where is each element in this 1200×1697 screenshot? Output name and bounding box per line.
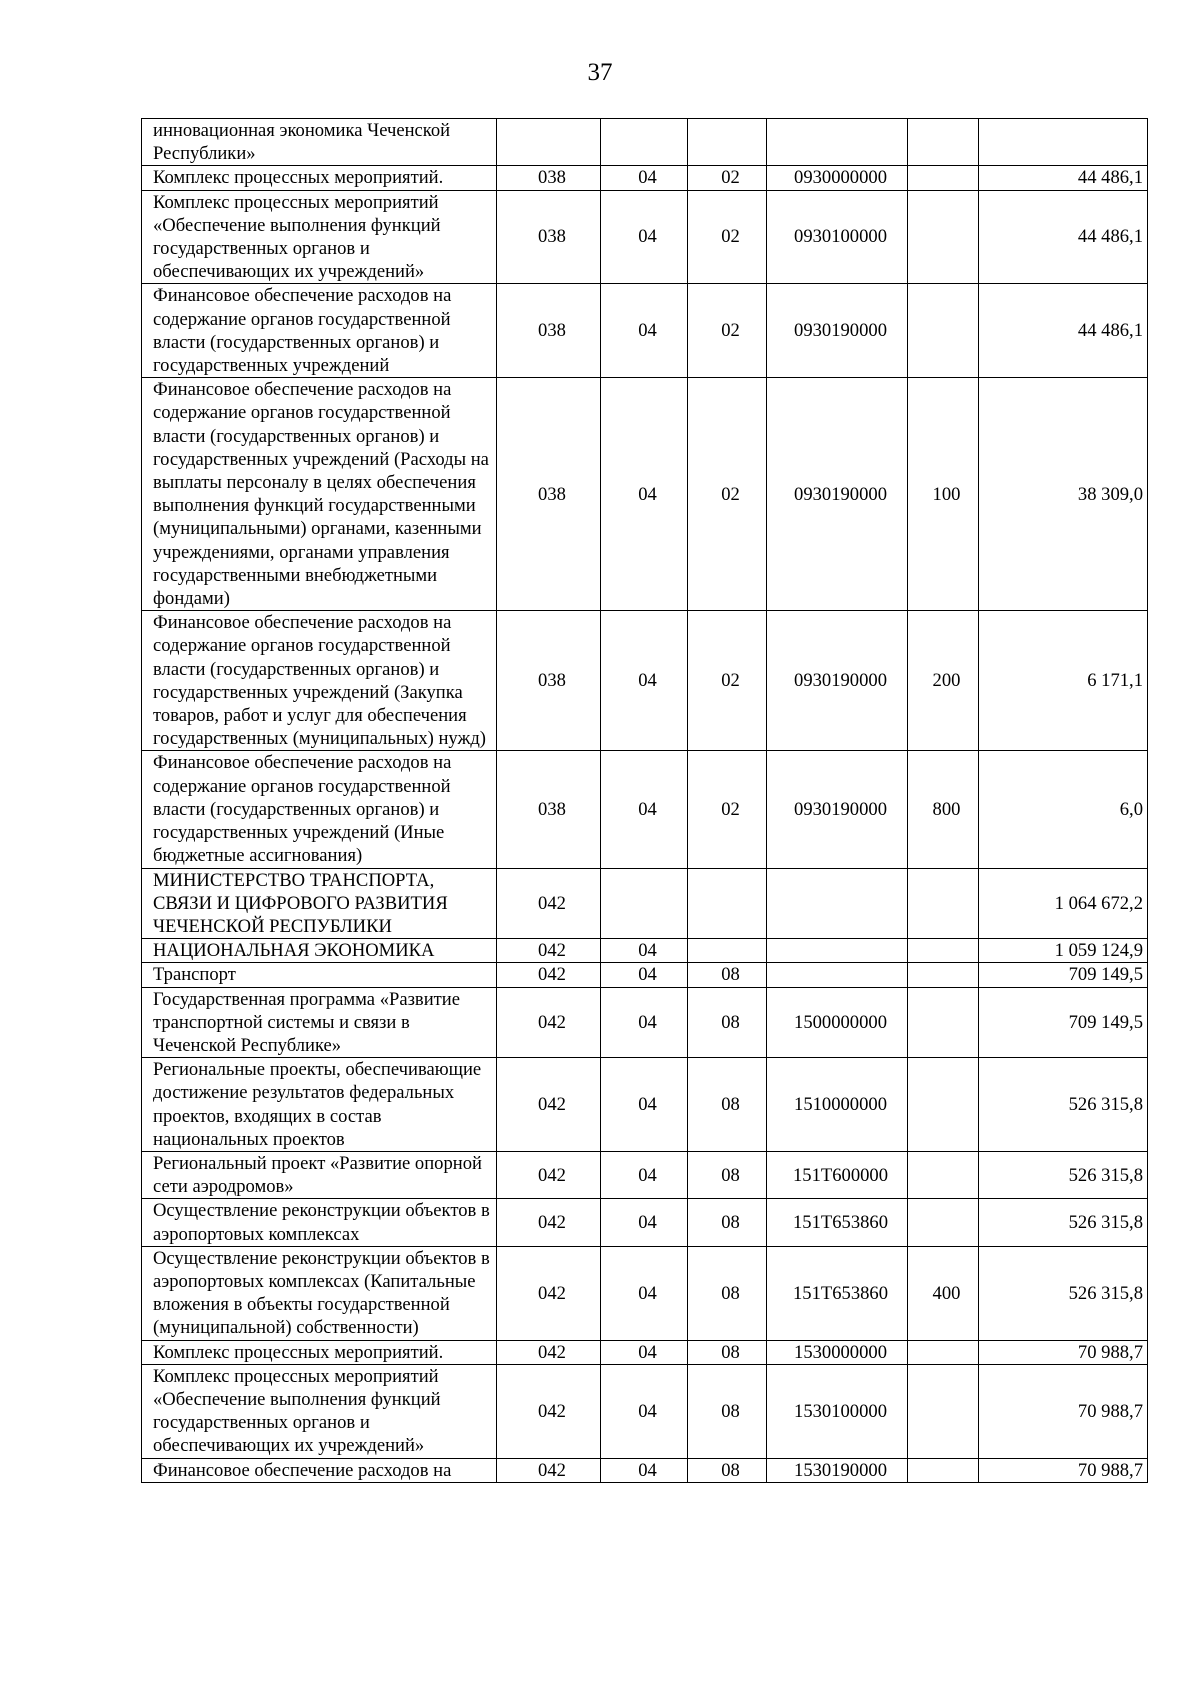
cell-expense-type [908,1340,979,1364]
cell-amount: 70 988,7 [979,1364,1148,1458]
cell-target-article [767,119,908,166]
cell-name: Финансовое обеспечение расходов на содержание органов государственной власти (государственных органов) и государственных учреждений (Закупка товаров, работ и услуг для обеспечения государственных (муниципальных) нужд) [142,611,497,751]
page-number: 37 [587,59,613,86]
cell-amount: 709 149,5 [979,987,1148,1058]
cell-amount: 44 486,1 [979,190,1148,284]
cell-name: Финансовое обеспечение расходов на содержание органов государственной власти (государственных органов) и государственных учреждений (Расходы на выплаты персоналу в целях обеспечения выполнения функций государственными (муниципальными) органами, казенными учреждениями, органами управления государственными внебюджетными фондами) [142,378,497,611]
table-row [142,868,1148,939]
cell-subsection-code: 08 [688,1364,767,1458]
cell-expense-type [908,963,979,987]
cell-target-article [767,939,908,963]
cell-section-code: 04 [601,1058,688,1152]
cell-name: Комплекс процессных мероприятий «Обеспечение выполнения функций государственных органов и обеспечивающих их учреждений» [142,1364,497,1458]
cell-department-code: 038 [497,378,601,611]
cell-target-article [767,963,908,987]
cell-target-article: 0930000000 [767,166,908,190]
cell-section-code: 04 [601,987,688,1058]
cell-name: Осуществление реконструкции объектов в аэропортовых комплексах [142,1199,497,1246]
cell-target-article: 1530100000 [767,1364,908,1458]
table-row [142,190,1148,284]
cell-amount: 526 315,8 [979,1246,1148,1340]
cell-amount: 70 988,7 [979,1458,1148,1482]
cell-section-code: 04 [601,190,688,284]
table-row [142,987,1148,1058]
cell-subsection-code [688,119,767,166]
cell-target-article: 0930190000 [767,284,908,378]
cell-section-code: 04 [601,751,688,868]
cell-expense-type [908,987,979,1058]
cell-amount: 526 315,8 [979,1199,1148,1246]
cell-section-code: 04 [601,963,688,987]
cell-subsection-code: 08 [688,1199,767,1246]
cell-subsection-code: 02 [688,751,767,868]
table-row [142,284,1148,378]
cell-expense-type [908,1151,979,1198]
table-row [142,166,1148,190]
cell-section-code: 04 [601,939,688,963]
cell-expense-type [908,1458,979,1482]
cell-section-code: 04 [601,1364,688,1458]
cell-section-code: 04 [601,1151,688,1198]
cell-subsection-code: 08 [688,987,767,1058]
cell-section-code [601,119,688,166]
cell-name: Региональный проект «Развитие опорной сети аэродромов» [142,1151,497,1198]
cell-amount: 526 315,8 [979,1058,1148,1152]
cell-expense-type [908,284,979,378]
cell-expense-type: 200 [908,611,979,751]
cell-department-code: 042 [497,1246,601,1340]
cell-department-code: 042 [497,963,601,987]
table-row [142,1199,1148,1246]
cell-expense-type [908,166,979,190]
cell-expense-type [908,1364,979,1458]
cell-subsection-code [688,868,767,939]
cell-subsection-code: 08 [688,1246,767,1340]
cell-expense-type: 800 [908,751,979,868]
cell-name: Государственная программа «Развитие транспортной системы и связи в Чеченской Республике» [142,987,497,1058]
cell-subsection-code: 02 [688,190,767,284]
cell-subsection-code: 08 [688,1458,767,1482]
table-body [142,119,1148,1483]
cell-target-article: 0930190000 [767,378,908,611]
table-row [142,1340,1148,1364]
cell-target-article: 151Т653860 [767,1246,908,1340]
cell-amount: 6 171,1 [979,611,1148,751]
cell-subsection-code: 02 [688,166,767,190]
cell-amount [979,119,1148,166]
cell-expense-type: 100 [908,378,979,611]
cell-section-code: 04 [601,378,688,611]
table-row [142,963,1148,987]
cell-section-code: 04 [601,1246,688,1340]
budget-table [141,118,1148,1483]
cell-department-code: 038 [497,284,601,378]
cell-subsection-code: 08 [688,1058,767,1152]
cell-name: Региональные проекты, обеспечивающие достижение результатов федеральных проектов, входящих в состав национальных проектов [142,1058,497,1152]
cell-department-code: 042 [497,939,601,963]
cell-amount: 6,0 [979,751,1148,868]
table-row [142,1246,1148,1340]
cell-department-code: 038 [497,611,601,751]
cell-name: Комплекс процессных мероприятий «Обеспечение выполнения функций государственных органов и обеспечивающих их учреждений» [142,190,497,284]
cell-department-code [497,119,601,166]
cell-name: Финансовое обеспечение расходов на содержание органов государственной власти (государственных органов) и государственных учреждений [142,284,497,378]
cell-section-code: 04 [601,1340,688,1364]
cell-target-article: 151Т600000 [767,1151,908,1198]
cell-name: Финансовое обеспечение расходов на содержание органов государственной власти (государственных органов) и государственных учреждений (Иные бюджетные ассигнования) [142,751,497,868]
cell-department-code: 042 [497,1364,601,1458]
table-row [142,1364,1148,1458]
cell-section-code: 04 [601,1458,688,1482]
cell-department-code: 042 [497,868,601,939]
cell-target-article [767,868,908,939]
cell-subsection-code: 08 [688,1340,767,1364]
cell-amount: 709 149,5 [979,963,1148,987]
table-row [142,1058,1148,1152]
cell-amount: 526 315,8 [979,1151,1148,1198]
cell-section-code: 04 [601,166,688,190]
cell-target-article: 0930100000 [767,190,908,284]
cell-name: инновационная экономика Чеченской Республики» [142,119,497,166]
cell-subsection-code [688,939,767,963]
cell-target-article: 1530000000 [767,1340,908,1364]
cell-department-code: 038 [497,166,601,190]
cell-department-code: 042 [497,987,601,1058]
table-row [142,378,1148,611]
cell-expense-type [908,939,979,963]
cell-amount: 44 486,1 [979,166,1148,190]
cell-target-article: 1500000000 [767,987,908,1058]
cell-expense-type: 400 [908,1246,979,1340]
cell-department-code: 042 [497,1340,601,1364]
cell-subsection-code: 02 [688,611,767,751]
cell-subsection-code: 02 [688,378,767,611]
cell-expense-type [908,119,979,166]
cell-target-article: 151Т653860 [767,1199,908,1246]
table-row [142,751,1148,868]
cell-department-code: 042 [497,1199,601,1246]
cell-expense-type [908,1199,979,1246]
cell-amount: 70 988,7 [979,1340,1148,1364]
cell-subsection-code: 08 [688,1151,767,1198]
cell-department-code: 038 [497,190,601,284]
cell-department-code: 042 [497,1458,601,1482]
cell-target-article: 0930190000 [767,611,908,751]
cell-name: НАЦИОНАЛЬНАЯ ЭКОНОМИКА [142,939,497,963]
cell-target-article: 1530190000 [767,1458,908,1482]
table-row [142,1458,1148,1482]
cell-subsection-code: 08 [688,963,767,987]
cell-department-code: 038 [497,751,601,868]
table-row [142,1151,1148,1198]
cell-subsection-code: 02 [688,284,767,378]
cell-name: Транспорт [142,963,497,987]
cell-target-article: 0930190000 [767,751,908,868]
table-row [142,611,1148,751]
table-row [142,939,1148,963]
cell-name: Финансовое обеспечение расходов на [142,1458,497,1482]
cell-expense-type [908,868,979,939]
cell-expense-type [908,1058,979,1152]
cell-department-code: 042 [497,1058,601,1152]
cell-name: МИНИСТЕРСТВО ТРАНСПОРТА, СВЯЗИ И ЦИФРОВОГО РАЗВИТИЯ ЧЕЧЕНСКОЙ РЕСПУБЛИКИ [142,868,497,939]
cell-amount: 1 059 124,9 [979,939,1148,963]
cell-name: Осуществление реконструкции объектов в аэропортовых комплексах (Капитальные вложения в объекты государственной (муниципальной) собственности) [142,1246,497,1340]
cell-department-code: 042 [497,1151,601,1198]
table-row [142,119,1148,166]
cell-amount: 44 486,1 [979,284,1148,378]
cell-section-code: 04 [601,1199,688,1246]
cell-name: Комплекс процессных мероприятий. [142,166,497,190]
cell-section-code: 04 [601,284,688,378]
cell-expense-type [908,190,979,284]
cell-name: Комплекс процессных мероприятий. [142,1340,497,1364]
cell-section-code: 04 [601,611,688,751]
cell-amount: 1 064 672,2 [979,868,1148,939]
cell-target-article: 1510000000 [767,1058,908,1152]
cell-section-code [601,868,688,939]
cell-amount: 38 309,0 [979,378,1148,611]
